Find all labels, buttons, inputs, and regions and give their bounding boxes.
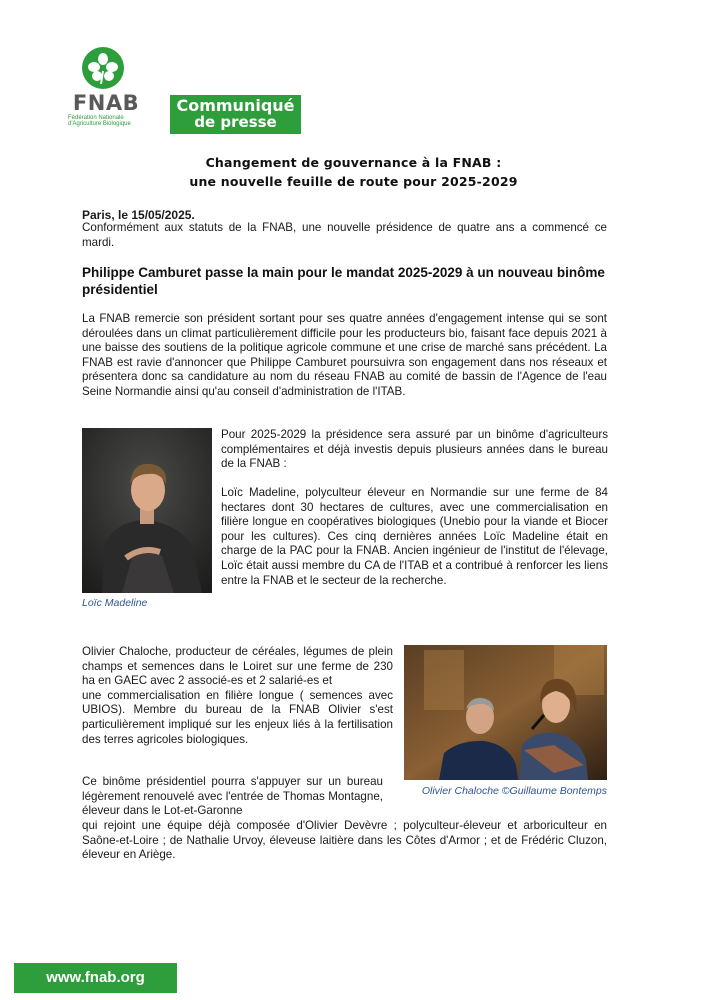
paragraph-bureau-part1: Ce binôme présidentiel pourra s'appuyer sur un bureau légèrement renouvelé avec l'entrée de Thomas Montagne, éleveur dans le Lot-et-Garonne	[82, 775, 383, 818]
footer-website-banner[interactable]	[14, 963, 177, 993]
press-release-badge	[170, 95, 301, 134]
section-subheading: Philippe Camburet passe la main pour le mandat 2025-2029 à un nouveau binôme présidentiel	[82, 265, 605, 297]
paragraph-new-presidency: Pour 2025-2029 la présidence sera assuré par un binôme d'agriculteurs complémentaires et déjà investis depuis plusieurs années dans le bureau de la FNAB :	[221, 428, 608, 471]
document-title-line1: Changement de gouvernance à la FNAB :	[205, 155, 502, 170]
photo2-caption: Olivier Chaloche ©Guillaume Bontemps	[421, 785, 607, 797]
paragraph-loic-madeline: Loïc Madeline, polyculteur éleveur en Normandie sur une ferme de 84 hectares dont 30 hectares de cultures, avec une commercialisation en filière longue en coopératives biologiques (Unebio pour la viande et Biocer pour les cultures). Ces cinq dernières années Loïc Madeline était en charge de la PAC pour la FNAB. Ancien ingénieur de l'institut de l'élevage, Loïc était aussi membre du CA de l'ITAB et a contribué à renforcer les liens entre la FNAB et le secteur de la recherche.	[221, 486, 608, 587]
document-title-line2: une nouvelle feuille de route pour 2025-2029	[189, 174, 518, 189]
paragraph-bureau-part2: qui rejoint une équipe déjà composée d'Olivier Devèvre ; polyculteur-éleveur et arboriculteur en Saône-et-Loire ; de Nathalie Urvoy, éleveuse laitière dans les Côtes d'Armor ; et de Frédéric Cluzon, éleveur en Ariège.	[82, 819, 607, 862]
photo-loic-madeline	[82, 428, 212, 593]
logo-wordmark: FNAB	[72, 91, 140, 115]
dateline: Paris, le 15/05/2025.	[82, 208, 195, 222]
paragraph-olivier-chaloche	[82, 645, 393, 747]
paragraph-olivier-chaloche-line2: une commercialisation en filière longue ( semences avec UBIOS). Membre du bureau de la FNAB Olivier s'est particulièrement impliqué sur les enjeux liés à la fertilisation des terres agricoles biologiques.	[82, 688, 393, 746]
logo-tagline-line1: Fédération Nationale	[68, 115, 124, 121]
photo1-caption: Loïc Madeline	[82, 597, 148, 609]
photo-olivier-chaloche	[404, 645, 607, 780]
paragraph-outgoing-president: La FNAB remercie son président sortant pour ses quatre années d'engagement intense qui se sont déroulées dans un climat particulièrement difficile pour les producteurs bio, faisant face depuis 2021 à une baisse des soutiens de la politique agricole commune et une crise de marché sans précédent. La FNAB est ravie d'annoncer que Philippe Camburet poursuivra son engagement dans nos réseaux et présentera donc sa candidature au nom du réseau FNAB au comité de bassin de l'Agence de l'eau Seine Normandie ainsi qu'au conseil d'administration de l'ITAB.	[82, 312, 607, 398]
badge-line1: Communiqué	[176, 96, 295, 115]
intro-paragraph: Conformément aux statuts de la FNAB, une nouvelle présidence de quatre ans a commencé ce mardi.	[82, 221, 607, 249]
paragraph-olivier-chaloche-line1: Olivier Chaloche, producteur de céréales, légumes de plein champs et semences dans le Loiret sur une ferme de 230 ha en GAEC avec 2 associé-es et 2 salarié-es et	[82, 645, 393, 688]
website-link[interactable]: www.fnab.org	[46, 969, 145, 986]
logo-tagline-line2: d'Agriculture Biologique	[68, 121, 131, 127]
badge-line2: de presse	[194, 113, 277, 131]
fnab-logo-icon	[80, 45, 126, 91]
